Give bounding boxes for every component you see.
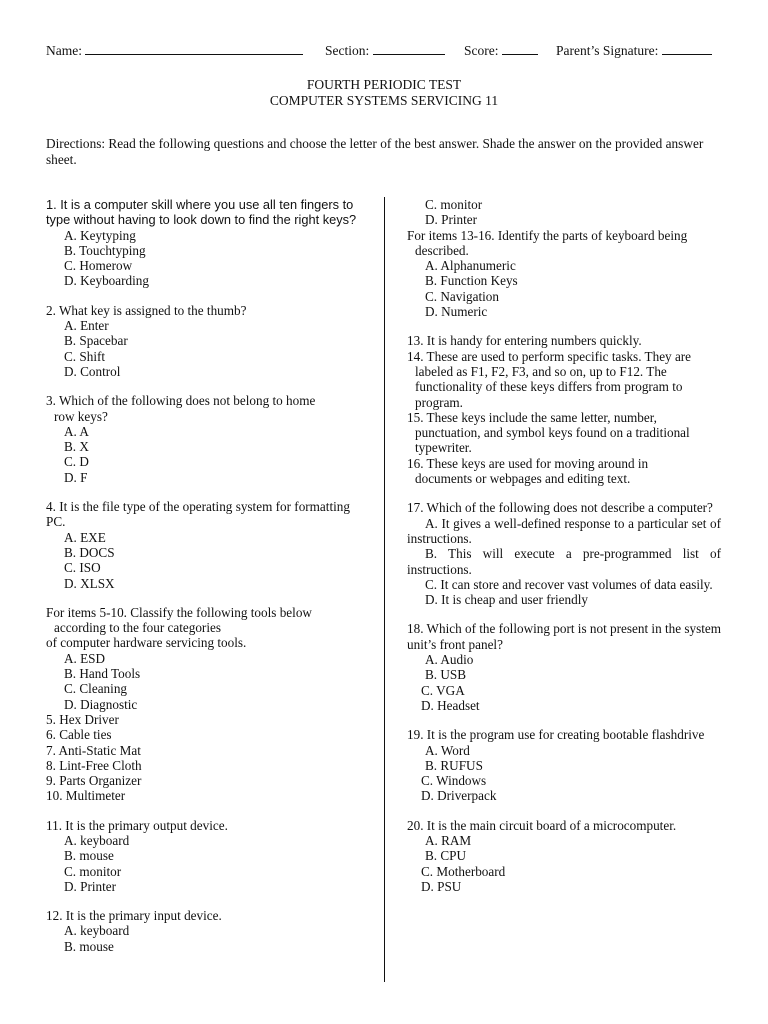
- question-17: [407, 500, 721, 607]
- question-3: [46, 393, 364, 485]
- right-column: [407, 197, 721, 908]
- option-c: C. monitor: [425, 197, 483, 212]
- column-divider: [384, 197, 385, 982]
- option-a: A. keyboard: [64, 923, 130, 939]
- option-d: D. XLSX: [64, 575, 115, 591]
- option-a: A. A: [64, 423, 89, 439]
- question-13-16-instructions: [407, 228, 721, 320]
- option-c: C. monitor: [64, 863, 122, 879]
- option-b: B. mouse: [64, 938, 114, 954]
- option-d: D. Numeric: [425, 304, 488, 320]
- option-b: B. Hand Tools: [64, 666, 141, 682]
- item-8: 8. Lint-Free Cloth: [46, 757, 142, 773]
- question-text: 12. It is the primary input device.: [46, 908, 222, 924]
- question-5-10: [46, 605, 364, 804]
- option-d: D. It is cheap and user friendly: [425, 592, 588, 608]
- question-text: 11. It is the primary output device.: [46, 817, 228, 833]
- option-d: D. Keyboarding: [64, 273, 149, 289]
- question-text: 2. What key is assigned to the thumb?: [46, 302, 247, 318]
- section-blank[interactable]: [373, 42, 445, 55]
- option-d: D. Printer: [425, 212, 478, 228]
- option-a: A. EXE: [64, 529, 106, 545]
- question-text: 4. It is the file type of the operating system for formatting PC.: [46, 499, 350, 530]
- question-text-line1: 3. Which of the following does not belong to home: [46, 393, 316, 409]
- question-12-continued: [407, 197, 721, 228]
- option-a: A. ESD: [64, 650, 106, 666]
- option-c: C. Windows: [421, 773, 487, 789]
- option-a: A. Enter: [64, 318, 109, 334]
- question-14-line4: program.: [415, 394, 463, 410]
- question-14-line3: functionality of these keys differs from program to: [415, 379, 683, 395]
- name-field: [46, 42, 303, 59]
- option-d: D. F: [64, 469, 88, 485]
- question-text: 17. Which of the following does not describe a computer?: [407, 500, 713, 516]
- question-text: 1. It is a computer skill where you use all ten fingers to type without having to look down to find the right keys?: [46, 197, 357, 228]
- question-text-line2: row keys?: [54, 408, 108, 424]
- test-title: FOURTH PERIODIC TEST: [306, 77, 462, 92]
- question-11: [46, 818, 364, 894]
- question-14-line2: labeled as F1, F2, F3, and so on, up to F12. The: [415, 363, 667, 379]
- option-b: B. Touchtyping: [64, 242, 146, 258]
- signature-label: Parent’s Signature:: [556, 43, 659, 58]
- instruction-line1: For items 5-10. Classify the following tools below: [46, 604, 312, 620]
- name-label: Name:: [46, 43, 82, 58]
- option-d: D. Headset: [421, 697, 480, 713]
- option-b: B. Spacebar: [64, 333, 128, 349]
- name-blank[interactable]: [85, 42, 303, 55]
- option-c: C. VGA: [421, 682, 465, 698]
- item-9: 9. Parts Organizer: [46, 773, 142, 789]
- question-4: [46, 499, 364, 591]
- option-c: C. Shift: [64, 348, 106, 364]
- option-d: D. Diagnostic: [64, 696, 138, 712]
- score-field: [464, 42, 538, 59]
- question-20: [407, 818, 721, 894]
- instruction-line3: of computer hardware servicing tools.: [46, 635, 247, 651]
- item-6: 6. Cable ties: [46, 727, 112, 743]
- option-c: C. ISO: [64, 560, 101, 576]
- option-b: B. CPU: [425, 848, 467, 864]
- option-d: D. PSU: [421, 878, 462, 894]
- option-d: D. Control: [64, 363, 121, 379]
- option-b: B. RUFUS: [425, 757, 483, 773]
- questions-13-16: [407, 333, 721, 486]
- score-blank[interactable]: [502, 42, 538, 55]
- item-5: 5. Hex Driver: [46, 711, 119, 727]
- option-b: B. This will execute a pre-programmed list of instructions.: [407, 546, 721, 577]
- question-14-line1: 14. These are used to perform specific tasks. They are: [407, 348, 692, 364]
- score-label: Score:: [464, 43, 499, 58]
- option-c: C. Motherboard: [421, 863, 506, 879]
- question-15-line3: typewriter.: [415, 440, 472, 456]
- instruction-line2: according to the four categories: [54, 620, 221, 636]
- instruction-line2: described.: [415, 242, 469, 258]
- option-c: C. Navigation: [425, 288, 499, 304]
- option-b: B. USB: [425, 667, 467, 683]
- option-a: A. RAM: [425, 832, 472, 848]
- option-b: B. mouse: [64, 848, 114, 864]
- question-2: [46, 303, 364, 379]
- signature-blank[interactable]: [662, 42, 712, 55]
- option-b: B. Function Keys: [425, 273, 518, 289]
- question-13: 13. It is handy for entering numbers quickly.: [407, 333, 642, 349]
- question-19: [407, 727, 721, 803]
- section-label: Section:: [325, 43, 370, 58]
- instruction-line1: For items 13-16. Identify the parts of keyboard being: [407, 227, 688, 243]
- option-c: C. It can store and recover vast volumes of data easily.: [425, 576, 713, 592]
- option-d: D. Driverpack: [421, 788, 497, 804]
- item-7: 7. Anti-Static Mat: [46, 742, 141, 758]
- question-text: 18. Which of the following port is not present in the system unit’s front panel?: [407, 621, 722, 652]
- question-text: 20. It is the main circuit board of a microcomputer.: [407, 817, 677, 833]
- question-12: [46, 908, 364, 954]
- question-16-line2: documents or webpages and editing text.: [415, 471, 631, 487]
- option-a: A. Audio: [425, 652, 474, 668]
- option-b: B. DOCS: [64, 544, 115, 560]
- option-b: B. X: [64, 439, 89, 455]
- question-18: [407, 621, 721, 713]
- option-a: A. Word: [425, 742, 470, 758]
- directions: Directions: Read the following questions and choose the letter of the best answer. Shade the answer on the provided answer sheet.: [46, 136, 704, 167]
- question-15-line2: punctuation, and symbol keys found on a traditional: [415, 425, 690, 441]
- option-a: A. Alphanumeric: [425, 258, 516, 274]
- option-c: C. Cleaning: [64, 681, 128, 697]
- question-text: 19. It is the program use for creating bootable flashdrive: [407, 727, 705, 743]
- option-c: C. Homerow: [64, 258, 133, 274]
- subject-title: COMPUTER SYSTEMS SERVICING 11: [269, 93, 499, 108]
- option-c: C. D: [64, 454, 89, 470]
- left-column: [46, 197, 364, 968]
- section-field: [325, 42, 445, 59]
- option-a: A. Keytyping: [64, 227, 136, 243]
- option-a: A. It gives a well-defined response to a particular set of instructions.: [407, 515, 721, 546]
- option-d: D. Printer: [64, 878, 117, 894]
- header-fields: [46, 42, 722, 62]
- signature-field: [556, 42, 712, 59]
- question-1: [46, 197, 364, 289]
- question-15-line1: 15. These keys include the same letter, number,: [407, 409, 657, 425]
- question-16-line1: 16. These keys are used for moving around in: [407, 455, 649, 471]
- option-a: A. keyboard: [64, 832, 130, 848]
- item-10: 10. Multimeter: [46, 788, 126, 804]
